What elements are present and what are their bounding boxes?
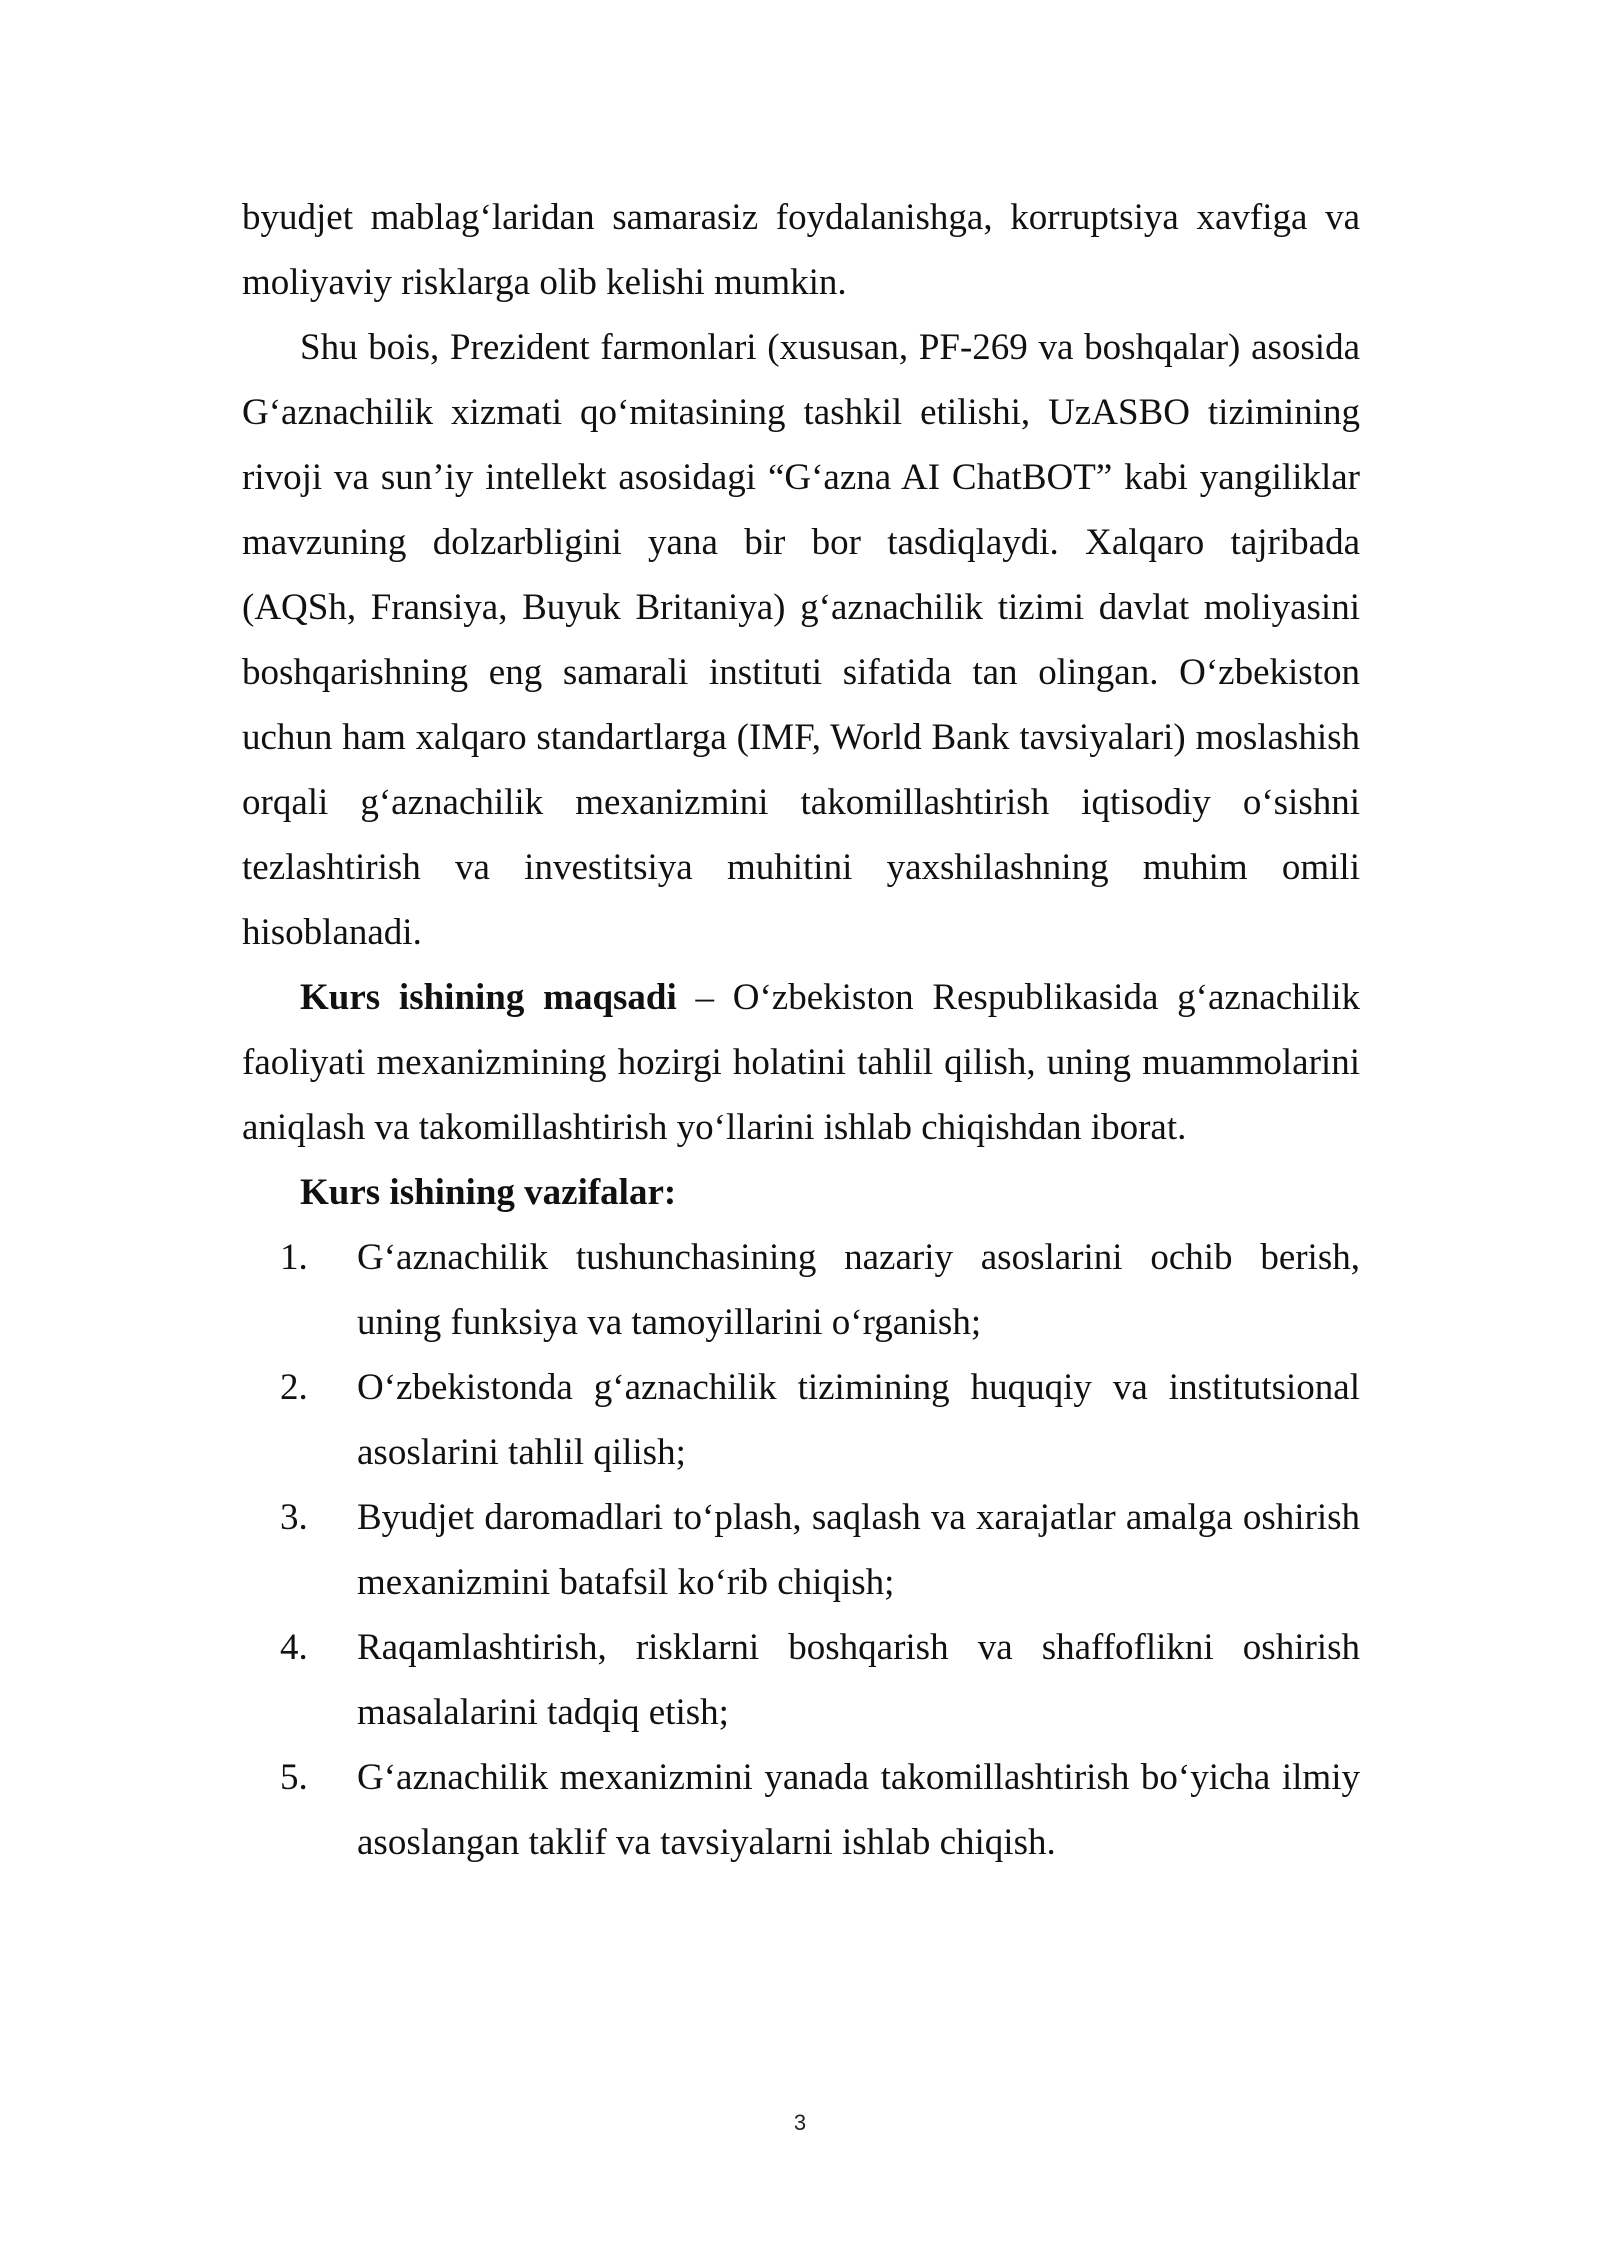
list-item-text: G‘aznachilik mexanizmini yanada takomillashtirish bo‘yicha ilmiy asoslangan taklif va tavsiyalarni ishlab chiqish. bbox=[357, 1757, 1360, 1863]
list-item bbox=[242, 1745, 1360, 1875]
page-number: 3 bbox=[793, 2110, 807, 2135]
list-item bbox=[242, 1225, 1360, 1355]
list-item-text: Raqamlashtirish, risklarni boshqarish va shaffoflikni oshirish masalalarini tadqiq etish; bbox=[357, 1627, 1360, 1733]
paragraph-relevance: Shu bois, Prezident farmonlari (xususan, PF-269 va boshqalar) asosida G‘aznachilik xizmati qo‘mitasining tashkil etilishi, UzASBO tizimining rivoji va sun’iy intellekt asosidagi “G‘azna AI ChatBOT” kabi yangiliklar mavzuning dolzarbligini yana bir bor tasdiqlaydi. Xalqaro tajribada (AQSh, Fransiya, Buyuk Britaniya) g‘aznachilik tizimi davlat moliyasini boshqarishning eng samarali instituti sifatida tan olingan. O‘zbekiston uchun ham xalqaro standartlarga (IMF, World Bank tavsiyalari) moslashish orqali g‘aznachilik mexanizmini takomillashtirish iqtisodiy o‘sishni tezlashtirish va investitsiya muhitini yaxshilashning muhim omili hisoblanadi. bbox=[242, 327, 1360, 953]
list-item-number: 5. bbox=[280, 1757, 308, 1798]
document-page bbox=[242, 185, 1360, 1875]
list-item-number: 3. bbox=[280, 1497, 308, 1538]
list-item bbox=[242, 1485, 1360, 1615]
list-item-text: Byudjet daromadlari to‘plash, saqlash va xarajatlar amalga oshirish mexanizmini batafsil ko‘rib chiqish; bbox=[357, 1497, 1360, 1603]
list-item-number: 4. bbox=[280, 1627, 308, 1668]
list-item-number: 2. bbox=[280, 1367, 308, 1408]
list-item-text: G‘aznachilik tushunchasining nazariy asoslarini ochib berish, uning funksiya va tamoyillarini o‘rganish; bbox=[357, 1237, 1360, 1343]
paragraph-goal bbox=[242, 965, 1360, 1160]
tasks-heading: Kurs ishining vazifalar: bbox=[300, 1172, 677, 1213]
list-item bbox=[242, 1355, 1360, 1485]
list-item-text: O‘zbekistonda g‘aznachilik tizimining huquqiy va institutsional asoslarini tahlil qilish; bbox=[357, 1367, 1360, 1473]
goal-text: – O‘zbekiston Respublikasida g‘aznachilik faoliyati mexanizmining hozirgi holatini tahlil qilish, uning muammolarini aniqlash va takomillashtirish yo‘llarini ishlab chiqishdan iborat. bbox=[242, 977, 1360, 1148]
list-item bbox=[242, 1615, 1360, 1745]
list-item-number: 1. bbox=[280, 1237, 308, 1278]
paragraph-continuation: byudjet mablag‘laridan samarasiz foydalanishga, korruptsiya xavfiga va moliyaviy risklarga olib kelishi mumkin. bbox=[242, 197, 1360, 303]
goal-label: Kurs ishining maqsadi bbox=[300, 977, 677, 1018]
tasks-list bbox=[242, 1225, 1360, 1875]
